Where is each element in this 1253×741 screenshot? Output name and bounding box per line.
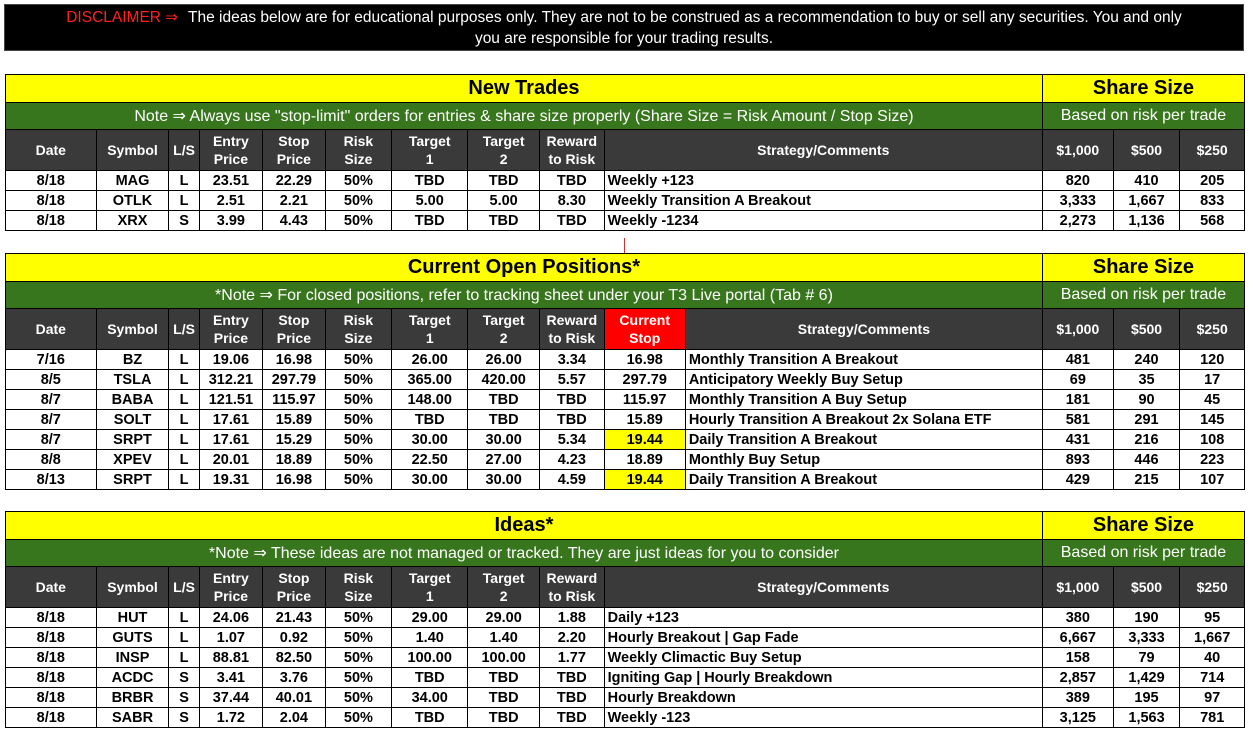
- cell-s250: 205: [1180, 171, 1245, 191]
- cell-s1000: 581: [1042, 410, 1113, 430]
- cell-s500: 79: [1113, 648, 1180, 668]
- cell-date: 8/18: [6, 708, 97, 728]
- share-size-note: Based on risk per trade: [1042, 282, 1244, 309]
- cell-risk: 50%: [325, 370, 392, 390]
- cell-s250: 95: [1180, 608, 1245, 628]
- cell-s500: 1,563: [1113, 708, 1180, 728]
- table-row: [6, 410, 1245, 430]
- open-positions-table: [5, 253, 1245, 490]
- header-size-500: $500: [1113, 309, 1180, 350]
- cell-strategy: Monthly Transition A Buy Setup: [685, 390, 1042, 410]
- header-risk-size: Risk Size: [325, 130, 392, 171]
- cell-stop: 18.89: [263, 450, 325, 470]
- cell-s1000: 820: [1042, 171, 1113, 191]
- cell-symbol: BABA: [96, 390, 169, 410]
- cell-strategy: Igniting Gap | Hourly Breakdown: [604, 668, 1042, 688]
- cell-t1: TBD: [392, 668, 468, 688]
- table-row: [6, 708, 1245, 728]
- arrow-icon: ⇒: [164, 9, 178, 26]
- cell-entry: 37.44: [199, 688, 263, 708]
- cell-cur: 297.79: [604, 370, 685, 390]
- cell-s250: 40: [1180, 648, 1245, 668]
- cell-t2: TBD: [468, 390, 540, 410]
- cell-ls: L: [169, 370, 199, 390]
- cell-s250: 45: [1180, 390, 1245, 410]
- cell-s1000: 3,333: [1042, 191, 1113, 211]
- cell-strategy: Hourly Transition A Breakout 2x Solana ETF: [685, 410, 1042, 430]
- table-row: [6, 191, 1245, 211]
- cell-symbol: TSLA: [96, 370, 169, 390]
- cell-risk: 50%: [325, 708, 392, 728]
- cell-ls: L: [169, 648, 199, 668]
- cell-t1: 34.00: [392, 688, 468, 708]
- cell-t1: 100.00: [392, 648, 468, 668]
- cell-s1000: 431: [1042, 430, 1113, 450]
- header-target-2: Target 2: [468, 309, 540, 350]
- cell-stop: 3.76: [263, 668, 325, 688]
- cell-strategy: Hourly Breakdown: [604, 688, 1042, 708]
- header-stop-price: Stop Price: [263, 567, 325, 608]
- cell-s500: 216: [1113, 430, 1180, 450]
- table-row: [6, 608, 1245, 628]
- cell-s250: 108: [1180, 430, 1245, 450]
- cell-s250: 714: [1180, 668, 1245, 688]
- cell-symbol: SOLT: [96, 410, 169, 430]
- cell-s250: 833: [1180, 191, 1245, 211]
- cell-risk: 50%: [325, 668, 392, 688]
- cell-cur: 19.44: [604, 430, 685, 450]
- table-row: [6, 648, 1245, 668]
- header-risk-size: Risk Size: [325, 309, 392, 350]
- cell-entry: 1.72: [199, 708, 263, 728]
- cell-strategy: Daily Transition A Breakout: [685, 470, 1042, 490]
- cell-t2: 26.00: [468, 350, 540, 370]
- header-date: Date: [6, 130, 97, 171]
- cell-ls: L: [169, 470, 199, 490]
- cell-entry: 17.61: [199, 410, 263, 430]
- cell-s1000: 2,273: [1042, 211, 1113, 231]
- cell-rr: TBD: [540, 708, 605, 728]
- cell-cur: 15.89: [604, 410, 685, 430]
- cell-date: 8/13: [6, 470, 97, 490]
- header-reward-to-risk: Reward to Risk: [540, 130, 605, 171]
- table-row: [6, 470, 1245, 490]
- cell-date: 8/7: [6, 430, 97, 450]
- header-target-1: Target 1: [392, 567, 468, 608]
- cell-date: 8/18: [6, 608, 97, 628]
- cell-t2: TBD: [468, 708, 540, 728]
- cell-strategy: Weekly +123: [604, 171, 1042, 191]
- cell-entry: 121.51: [199, 390, 263, 410]
- section-note: Note ⇒ Always use "stop-limit" orders for entries & share size properly (Share Size = Risk Amount / Stop Size): [6, 103, 1043, 130]
- cell-symbol: OTLK: [96, 191, 169, 211]
- cell-risk: 50%: [325, 410, 392, 430]
- table-row: [6, 350, 1245, 370]
- share-size-title: Share Size: [1042, 512, 1244, 540]
- cell-s1000: 181: [1042, 390, 1113, 410]
- cell-entry: 19.06: [199, 350, 263, 370]
- cell-rr: TBD: [540, 211, 605, 231]
- cell-stop: 21.43: [263, 608, 325, 628]
- header-size-1000: $1,000: [1042, 130, 1113, 171]
- cell-s500: 195: [1113, 688, 1180, 708]
- header-entry-price: Entry Price: [199, 130, 263, 171]
- cell-t2: 30.00: [468, 430, 540, 450]
- cell-risk: 50%: [325, 390, 392, 410]
- cell-risk: 50%: [325, 211, 392, 231]
- cell-s1000: 893: [1042, 450, 1113, 470]
- cell-t2: TBD: [468, 211, 540, 231]
- cell-s1000: 389: [1042, 688, 1113, 708]
- cell-risk: 50%: [325, 430, 392, 450]
- cell-t1: 148.00: [392, 390, 468, 410]
- header-size-1000: $1,000: [1042, 567, 1113, 608]
- section-title: Ideas*: [6, 512, 1043, 540]
- cell-ls: L: [169, 410, 199, 430]
- header-size-500: $500: [1113, 130, 1180, 171]
- header-strategy: Strategy/Comments: [604, 130, 1042, 171]
- cell-rr: 1.88: [540, 608, 605, 628]
- open-positions-section: [5, 253, 1245, 490]
- cell-s1000: 380: [1042, 608, 1113, 628]
- cell-stop: 115.97: [263, 390, 325, 410]
- cell-s1000: 3,125: [1042, 708, 1113, 728]
- cell-stop: 82.50: [263, 648, 325, 668]
- header-date: Date: [6, 567, 97, 608]
- cell-entry: 24.06: [199, 608, 263, 628]
- cell-date: 8/18: [6, 211, 97, 231]
- cell-s1000: 481: [1042, 350, 1113, 370]
- cell-s1000: 429: [1042, 470, 1113, 490]
- cell-risk: 50%: [325, 450, 392, 470]
- cell-date: 8/18: [6, 628, 97, 648]
- header-target-2: Target 2: [468, 567, 540, 608]
- cell-s500: 90: [1113, 390, 1180, 410]
- header-target-1: Target 1: [392, 309, 468, 350]
- disclaimer-text-line1: The ideas below are for educational purposes only. They are not to be construed as a recommendation to buy or sell any securities. You and only: [188, 9, 1182, 26]
- header-size-250: $250: [1180, 309, 1245, 350]
- cell-t1: 5.00: [392, 191, 468, 211]
- cell-risk: 50%: [325, 350, 392, 370]
- cell-rr: TBD: [540, 410, 605, 430]
- share-size-title: Share Size: [1042, 75, 1244, 103]
- cell-cur: 16.98: [604, 350, 685, 370]
- cell-entry: 2.51: [199, 191, 263, 211]
- cell-t2: 29.00: [468, 608, 540, 628]
- cell-strategy: Monthly Buy Setup: [685, 450, 1042, 470]
- header-ls: L/S: [169, 309, 199, 350]
- cell-ls: S: [169, 668, 199, 688]
- cell-strategy: Weekly Transition A Breakout: [604, 191, 1042, 211]
- cell-s500: 1,136: [1113, 211, 1180, 231]
- table-row: [6, 211, 1245, 231]
- header-reward-to-risk: Reward to Risk: [540, 567, 605, 608]
- cell-stop: 22.29: [263, 171, 325, 191]
- cell-strategy: Weekly Climactic Buy Setup: [604, 648, 1042, 668]
- header-strategy: Strategy/Comments: [685, 309, 1042, 350]
- cell-t2: 27.00: [468, 450, 540, 470]
- table-row: [6, 628, 1245, 648]
- cell-t1: 26.00: [392, 350, 468, 370]
- cell-s250: 107: [1180, 470, 1245, 490]
- cell-s500: 446: [1113, 450, 1180, 470]
- cell-rr: 5.34: [540, 430, 605, 450]
- cell-s500: 35: [1113, 370, 1180, 390]
- ideas-table: [5, 511, 1245, 728]
- cell-rr: 3.34: [540, 350, 605, 370]
- cell-s1000: 2,857: [1042, 668, 1113, 688]
- header-size-250: $250: [1180, 130, 1245, 171]
- header-target-1: Target 1: [392, 130, 468, 171]
- cell-rr: TBD: [540, 390, 605, 410]
- cell-ls: L: [169, 430, 199, 450]
- table-row: [6, 668, 1245, 688]
- cell-t2: 1.40: [468, 628, 540, 648]
- header-date: Date: [6, 309, 97, 350]
- cell-symbol: ACDC: [96, 668, 169, 688]
- cell-s250: 781: [1180, 708, 1245, 728]
- section-title: New Trades: [6, 75, 1043, 103]
- share-size-title: Share Size: [1042, 254, 1244, 282]
- cell-rr: TBD: [540, 668, 605, 688]
- column-header-row: [6, 567, 1245, 608]
- cell-entry: 23.51: [199, 171, 263, 191]
- cell-stop: 16.98: [263, 470, 325, 490]
- header-entry-price: Entry Price: [199, 309, 263, 350]
- cell-symbol: SABR: [96, 708, 169, 728]
- section-title: Current Open Positions*: [6, 254, 1043, 282]
- cell-cur: 19.44: [604, 470, 685, 490]
- cell-date: 8/18: [6, 648, 97, 668]
- cell-rr: 2.20: [540, 628, 605, 648]
- table-row: [6, 430, 1245, 450]
- cell-date: 8/18: [6, 171, 97, 191]
- column-header-row: [6, 309, 1245, 350]
- cell-date: 8/18: [6, 191, 97, 211]
- cell-s500: 3,333: [1113, 628, 1180, 648]
- cell-symbol: HUT: [96, 608, 169, 628]
- cell-s250: 145: [1180, 410, 1245, 430]
- cell-stop: 16.98: [263, 350, 325, 370]
- table-row: [6, 390, 1245, 410]
- cell-rr: 8.30: [540, 191, 605, 211]
- cell-s250: 97: [1180, 688, 1245, 708]
- cell-strategy: Anticipatory Weekly Buy Setup: [685, 370, 1042, 390]
- cell-symbol: BRBR: [96, 688, 169, 708]
- cell-symbol: BZ: [96, 350, 169, 370]
- header-ls: L/S: [169, 130, 199, 171]
- cell-t1: 30.00: [392, 430, 468, 450]
- cell-symbol: INSP: [96, 648, 169, 668]
- cell-t2: 420.00: [468, 370, 540, 390]
- cell-entry: 17.61: [199, 430, 263, 450]
- header-stop-price: Stop Price: [263, 309, 325, 350]
- cell-t2: TBD: [468, 171, 540, 191]
- cell-entry: 20.01: [199, 450, 263, 470]
- cell-ls: L: [169, 350, 199, 370]
- table-row: [6, 450, 1245, 470]
- new-trades-section: [5, 74, 1245, 231]
- cell-rr: TBD: [540, 171, 605, 191]
- cell-s1000: 158: [1042, 648, 1113, 668]
- share-size-note: Based on risk per trade: [1042, 540, 1244, 567]
- cell-ls: L: [169, 191, 199, 211]
- cell-t1: TBD: [392, 171, 468, 191]
- cell-cur: 115.97: [604, 390, 685, 410]
- cell-date: 7/16: [6, 350, 97, 370]
- cell-entry: 3.99: [199, 211, 263, 231]
- cell-entry: 19.31: [199, 470, 263, 490]
- cell-date: 8/7: [6, 390, 97, 410]
- cell-s500: 410: [1113, 171, 1180, 191]
- cell-t2: 100.00: [468, 648, 540, 668]
- cell-strategy: Monthly Transition A Breakout: [685, 350, 1042, 370]
- cell-symbol: MAG: [96, 171, 169, 191]
- cell-s1000: 6,667: [1042, 628, 1113, 648]
- cell-stop: 15.29: [263, 430, 325, 450]
- cell-symbol: SRPT: [96, 430, 169, 450]
- cell-t1: 1.40: [392, 628, 468, 648]
- header-size-500: $500: [1113, 567, 1180, 608]
- cell-s500: 1,429: [1113, 668, 1180, 688]
- cell-t2: 5.00: [468, 191, 540, 211]
- section-note: *Note ⇒ For closed positions, refer to tracking sheet under your T3 Live portal (Tab # 6): [6, 282, 1043, 309]
- cell-t1: 30.00: [392, 470, 468, 490]
- table-row: [6, 688, 1245, 708]
- cell-t1: 22.50: [392, 450, 468, 470]
- cell-date: 8/18: [6, 668, 97, 688]
- cell-rr: 4.23: [540, 450, 605, 470]
- share-size-note: Based on risk per trade: [1042, 103, 1244, 130]
- cell-s250: 223: [1180, 450, 1245, 470]
- header-entry-price: Entry Price: [199, 567, 263, 608]
- cell-ls: S: [169, 688, 199, 708]
- cell-s500: 1,667: [1113, 191, 1180, 211]
- divider-line: [624, 238, 625, 254]
- cell-stop: 0.92: [263, 628, 325, 648]
- header-size-250: $250: [1180, 567, 1245, 608]
- new-trades-table: [5, 74, 1245, 231]
- cell-symbol: XPEV: [96, 450, 169, 470]
- cell-strategy: Daily Transition A Breakout: [685, 430, 1042, 450]
- cell-s500: 190: [1113, 608, 1180, 628]
- cell-risk: 50%: [325, 688, 392, 708]
- header-symbol: Symbol: [96, 567, 169, 608]
- table-row: [6, 370, 1245, 390]
- header-ls: L/S: [169, 567, 199, 608]
- cell-rr: TBD: [540, 688, 605, 708]
- cell-t1: 365.00: [392, 370, 468, 390]
- cell-t2: TBD: [468, 688, 540, 708]
- cell-ls: L: [169, 628, 199, 648]
- cell-entry: 1.07: [199, 628, 263, 648]
- cell-ls: L: [169, 608, 199, 628]
- disclaimer-label: DISCLAIMER: [66, 9, 161, 26]
- cell-s250: 120: [1180, 350, 1245, 370]
- cell-symbol: SRPT: [96, 470, 169, 490]
- cell-date: 8/8: [6, 450, 97, 470]
- cell-symbol: XRX: [96, 211, 169, 231]
- cell-s250: 1,667: [1180, 628, 1245, 648]
- cell-t1: TBD: [392, 410, 468, 430]
- cell-risk: 50%: [325, 628, 392, 648]
- header-reward-to-risk: Reward to Risk: [540, 309, 605, 350]
- cell-date: 8/18: [6, 688, 97, 708]
- cell-symbol: GUTS: [96, 628, 169, 648]
- cell-stop: 40.01: [263, 688, 325, 708]
- column-header-row: [6, 130, 1245, 171]
- cell-entry: 312.21: [199, 370, 263, 390]
- header-symbol: Symbol: [96, 309, 169, 350]
- cell-s500: 291: [1113, 410, 1180, 430]
- header-current-stop: Current Stop: [604, 309, 685, 350]
- cell-ls: L: [169, 390, 199, 410]
- cell-date: 8/5: [6, 370, 97, 390]
- cell-s250: 17: [1180, 370, 1245, 390]
- cell-rr: 1.77: [540, 648, 605, 668]
- disclaimer-banner: [4, 4, 1244, 51]
- cell-cur: 18.89: [604, 450, 685, 470]
- header-strategy: Strategy/Comments: [604, 567, 1042, 608]
- disclaimer-text-line2: you are responsible for your trading results.: [474, 30, 774, 47]
- cell-ls: S: [169, 211, 199, 231]
- cell-t1: TBD: [392, 211, 468, 231]
- cell-t2: TBD: [468, 668, 540, 688]
- cell-t1: TBD: [392, 708, 468, 728]
- ideas-section: [5, 511, 1245, 728]
- cell-t2: TBD: [468, 410, 540, 430]
- header-size-1000: $1,000: [1042, 309, 1113, 350]
- cell-rr: 4.59: [540, 470, 605, 490]
- header-target-2: Target 2: [468, 130, 540, 171]
- cell-s500: 240: [1113, 350, 1180, 370]
- cell-stop: 15.89: [263, 410, 325, 430]
- cell-stop: 297.79: [263, 370, 325, 390]
- cell-entry: 88.81: [199, 648, 263, 668]
- cell-strategy: Hourly Breakout | Gap Fade: [604, 628, 1042, 648]
- cell-date: 8/7: [6, 410, 97, 430]
- cell-risk: 50%: [325, 171, 392, 191]
- cell-ls: L: [169, 171, 199, 191]
- header-risk-size: Risk Size: [325, 567, 392, 608]
- cell-stop: 2.04: [263, 708, 325, 728]
- cell-rr: 5.57: [540, 370, 605, 390]
- cell-ls: S: [169, 708, 199, 728]
- header-stop-price: Stop Price: [263, 130, 325, 171]
- cell-ls: L: [169, 450, 199, 470]
- cell-strategy: Weekly -1234: [604, 211, 1042, 231]
- cell-risk: 50%: [325, 191, 392, 211]
- cell-t2: 30.00: [468, 470, 540, 490]
- cell-s250: 568: [1180, 211, 1245, 231]
- cell-risk: 50%: [325, 648, 392, 668]
- cell-strategy: Daily +123: [604, 608, 1042, 628]
- cell-strategy: Weekly -123: [604, 708, 1042, 728]
- section-note: *Note ⇒ These ideas are not managed or tracked. They are just ideas for you to consider: [6, 540, 1043, 567]
- cell-risk: 50%: [325, 608, 392, 628]
- cell-stop: 2.21: [263, 191, 325, 211]
- cell-risk: 50%: [325, 470, 392, 490]
- cell-s1000: 69: [1042, 370, 1113, 390]
- cell-s500: 215: [1113, 470, 1180, 490]
- header-symbol: Symbol: [96, 130, 169, 171]
- table-row: [6, 171, 1245, 191]
- cell-stop: 4.43: [263, 211, 325, 231]
- cell-t1: 29.00: [392, 608, 468, 628]
- cell-entry: 3.41: [199, 668, 263, 688]
